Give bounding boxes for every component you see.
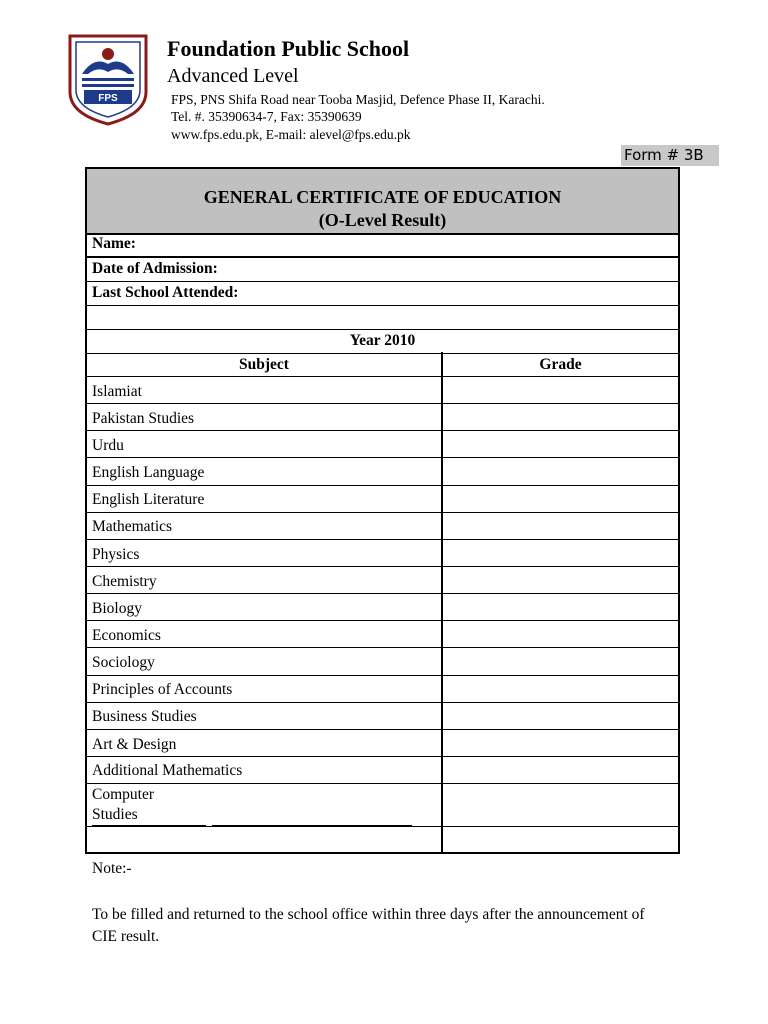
- form-number: Form # 3B: [621, 145, 719, 166]
- row-divider: [87, 256, 678, 258]
- row-divider: [87, 647, 678, 648]
- subject-row: Chemistry: [92, 573, 157, 590]
- grade-column-header: Grade: [539, 356, 582, 373]
- form-title-block: [87, 169, 678, 235]
- subject-row: Sociology: [92, 654, 155, 671]
- school-address: FPS, PNS Shifa Road near Tooba Masjid, Defence Phase II, Karachi.: [171, 92, 545, 107]
- row-divider: [87, 702, 678, 703]
- subject-row: Art & Design: [92, 736, 177, 753]
- last-school-label: Last School Attended:: [92, 284, 239, 301]
- row-divider: [87, 620, 678, 621]
- school-name: Foundation Public School: [167, 36, 410, 61]
- date-of-admission-label: Date of Admission:: [92, 260, 218, 277]
- row-divider: [87, 485, 678, 486]
- row-divider: [87, 729, 678, 730]
- row-divider: [87, 756, 678, 757]
- instructions-text: To be filled and returned to the school office within three days after the announcement of CIE result.: [92, 906, 645, 945]
- subject-row: Business Studies: [92, 708, 197, 725]
- row-divider: [87, 539, 678, 540]
- subject-row: Economics: [92, 627, 161, 644]
- subject-row: Principles of Accounts: [92, 681, 233, 698]
- subject-row: English Language: [92, 464, 205, 481]
- row-divider: [87, 675, 678, 676]
- form-title: GENERAL CERTIFICATE OF EDUCATION: [203, 187, 562, 207]
- result-form: [85, 167, 680, 854]
- school-level: Advanced Level: [167, 65, 299, 87]
- row-divider: [87, 593, 678, 594]
- name-field-label: Name:: [92, 235, 136, 252]
- subject-row: Physics: [92, 546, 140, 563]
- column-divider: [441, 352, 443, 852]
- row-divider: [87, 305, 678, 306]
- row-divider: [87, 826, 678, 827]
- row-divider: [87, 512, 678, 513]
- subject-row: Mathematics: [92, 518, 173, 535]
- subject-row: Pakistan Studies: [92, 410, 195, 427]
- school-phone: Tel. #. 35390634-7, Fax: 35390639: [171, 109, 362, 124]
- row-divider: [87, 329, 678, 330]
- row-divider: [87, 783, 678, 784]
- subject-row: Biology: [92, 600, 142, 617]
- subject-row: Urdu: [92, 437, 124, 454]
- note-label: Note:-: [92, 860, 132, 877]
- subject-column-header: Subject: [239, 356, 289, 373]
- form-subtitle: (O-Level Result): [318, 210, 447, 230]
- row-divider: [87, 566, 678, 567]
- school-crest-icon: [68, 34, 148, 126]
- year-heading: Year 2010: [349, 332, 416, 349]
- subject-row: English Literature: [92, 491, 205, 508]
- row-divider: [87, 457, 678, 458]
- subject-row-continued: Studies: [92, 806, 138, 823]
- row-divider: [87, 353, 678, 354]
- row-divider: [87, 281, 678, 282]
- logo-emblem-text: FPS: [98, 93, 118, 104]
- row-divider: [87, 430, 678, 431]
- subject-row: Computer: [92, 786, 154, 803]
- subject-row: Additional Mathematics: [92, 762, 243, 779]
- row-divider: [87, 403, 678, 404]
- row-divider: [87, 376, 678, 377]
- subject-row: Islamiat: [92, 383, 142, 400]
- school-web-email: www.fps.edu.pk, E-mail: alevel@fps.edu.pk: [171, 127, 411, 142]
